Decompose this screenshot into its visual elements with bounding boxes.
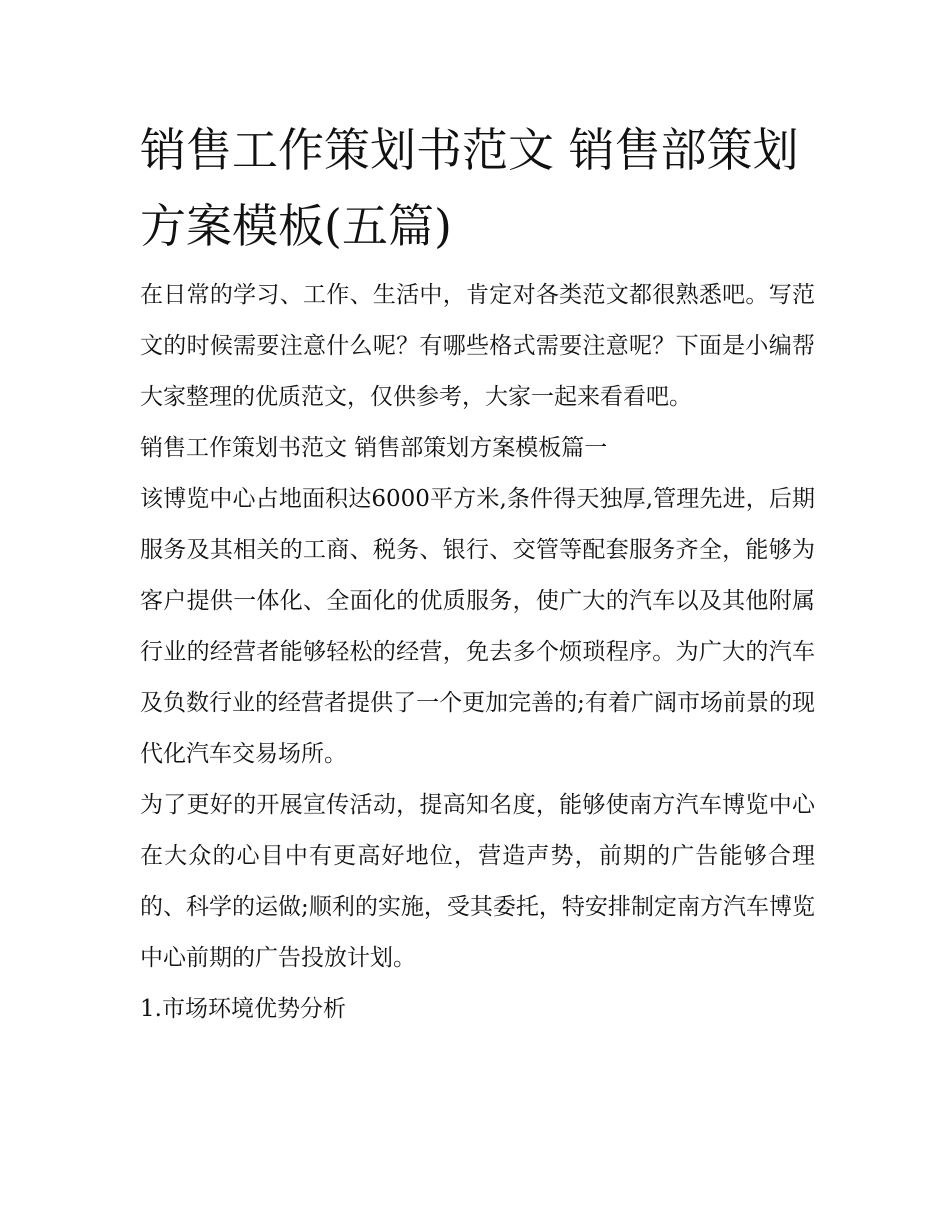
intro-paragraph: 在日常的学习、工作、生活中，肯定对各类范文都很熟悉吧。写范文的时候需要注意什么呢？有哪些格式需要注意呢？下面是小编帮大家整理的优质范文，仅供参考，大家一起来看看吧。 <box>140 282 815 410</box>
section-title: 销售工作策划书范文 销售部策划方案模板篇一 <box>140 435 608 461</box>
body-paragraph-1: 该博览中心占地面积达6000平方米,条件得天独厚,管理先进，后期服务及其相关的工商、税务、银行、交管等配套服务齐全，能够为客户提供一体化、全面化的优质服务，使广大的汽车以及其他附属行业的经营者能够轻松的经营，免去多个烦琐程序。为广大的汽车及负数行业的经营者提供了一个更加完善的;有着广阔市场前景的现代化汽车交易场所。 <box>140 486 815 767</box>
numbered-heading: 1.市场环境优势分析 <box>140 996 346 1022</box>
body-paragraph-2: 为了更好的开展宣传活动，提高知名度，能够使南方汽车博览中心在大众的心目中有更高好地位，营造声势，前期的广告能够合理的、科学的运做;顺利的实施，受其委托，特安排制定南方汽车博览中心前期的广告投放计划。 <box>140 792 815 971</box>
document-body <box>140 112 815 1035</box>
document-title: 销售工作策划书范文 销售部策划方案模板(五篇) <box>140 123 799 253</box>
